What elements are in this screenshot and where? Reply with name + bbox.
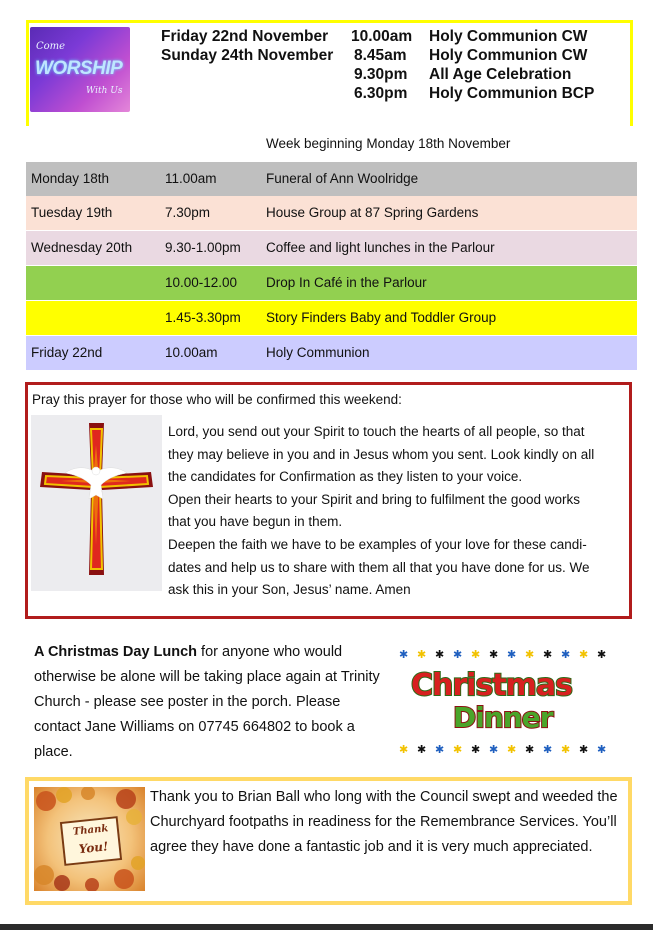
- prayer-line: ask this in your Son, Jesus’ name. Amen: [168, 582, 411, 598]
- svg-text:✱: ✱: [471, 743, 481, 756]
- prayer-line: dates and help us to share with them all that you have done for us. We: [168, 559, 590, 575]
- week-row-day: Friday 22nd: [31, 345, 103, 360]
- prayer-line: Deepen the faith we have to be examples of your love for these candi-: [168, 536, 587, 552]
- week-row-event: Holy Communion: [266, 345, 370, 360]
- prayer-line: they may believe in you and in Jesus whom you sent. Look kindly on all: [168, 446, 595, 462]
- christmas-dinner-image: [397, 641, 622, 759]
- week-row-time: 10.00am: [165, 345, 218, 360]
- week-row: [26, 196, 637, 230]
- prayer-text: [168, 421, 618, 602]
- week-row-day: Monday 18th: [31, 171, 110, 186]
- worship-logo-line3: With Us: [86, 86, 123, 96]
- svg-text:✱: ✱: [417, 743, 427, 756]
- svg-text:✱: ✱: [543, 648, 553, 661]
- svg-text:✱: ✱: [597, 648, 607, 661]
- christmas-word: Christmas: [411, 668, 573, 703]
- service-time: 9.30pm: [354, 66, 408, 83]
- thank-you-card: [60, 816, 122, 866]
- svg-text:✱: ✱: [399, 648, 409, 661]
- svg-text:✱: ✱: [453, 648, 463, 661]
- service-time: 6.30pm: [354, 85, 408, 102]
- svg-text:✱: ✱: [417, 648, 427, 661]
- week-row-event: Story Finders Baby and Toddler Group: [266, 310, 497, 325]
- week-row-time: 11.00am: [165, 171, 217, 186]
- service-day: Sunday 24th November: [161, 47, 334, 64]
- service-time: 10.00am: [351, 28, 413, 45]
- week-row-day: Wednesday 20th: [31, 240, 133, 255]
- dove-cross-icon: [31, 415, 162, 591]
- svg-text:✱: ✱: [507, 743, 517, 756]
- week-row-event: Funeral of Ann Woolridge: [266, 171, 419, 186]
- week-row-time: 10.00-12.00: [165, 275, 238, 290]
- service-name: Holy Communion CW: [429, 28, 588, 45]
- prayer-intro: Pray this prayer for those who will be confirmed this weekend:: [32, 392, 402, 407]
- svg-text:✱: ✱: [435, 648, 445, 661]
- thank-you-autumn-image: [34, 787, 145, 891]
- service-name: Holy Communion BCP: [429, 85, 595, 102]
- week-row-event: Drop In Café in the Parlour: [266, 275, 427, 290]
- week-row-event: House Group at 87 Spring Gardens: [266, 205, 479, 220]
- christmas-lunch-notice: [34, 640, 389, 765]
- svg-text:✱: ✱: [579, 648, 589, 661]
- svg-text:✱: ✱: [525, 648, 535, 661]
- service-name: Holy Communion CW: [429, 47, 588, 64]
- svg-text:✱: ✱: [597, 743, 607, 756]
- svg-text:✱: ✱: [525, 743, 535, 756]
- svg-text:✱: ✱: [561, 648, 571, 661]
- prayer-line: that you have begun in them.: [168, 514, 343, 530]
- come-worship-image: [30, 27, 130, 112]
- service-day: Friday 22nd November: [161, 28, 329, 45]
- svg-text:✱: ✱: [453, 743, 463, 756]
- week-row: [26, 336, 637, 370]
- svg-text:✱: ✱: [489, 648, 499, 661]
- service-time: 8.45am: [354, 47, 407, 64]
- week-row-time: 7.30pm: [165, 205, 211, 220]
- week-row-time: 9.30-1.00pm: [165, 240, 241, 255]
- week-beginning-heading: Week beginning Monday 18th November: [266, 136, 511, 151]
- worship-logo-line2: WORSHIP: [35, 58, 123, 79]
- week-row: [26, 162, 637, 196]
- svg-text:✱: ✱: [579, 743, 589, 756]
- thanks-text: Thank you to Brian Ball who long with the Council swept and weeded the Churchyard footpaths in readiness for the Remembrance Services. You’ll agree they have done a fantastic job and it is very much appreciated.: [150, 789, 618, 855]
- week-row-time: 1.45-3.30pm: [165, 310, 241, 325]
- prayer-line: the candidates for Confirmation as they listen to your voice.: [168, 469, 523, 485]
- thank-you-card-line1: Thank: [72, 823, 109, 838]
- christmas-lunch-details: for anyone who would otherwise be alone will be taking place again at Trinity Church - please see poster in the porch. Please contact Jane Williams on 07745 664802 to book a place.: [34, 644, 380, 760]
- svg-text:✱: ✱: [489, 743, 499, 756]
- svg-text:✱: ✱: [435, 743, 445, 756]
- service-name: All Age Celebration: [429, 66, 572, 83]
- thank-you-card-line2: You!: [78, 839, 109, 857]
- svg-text:✱: ✱: [561, 743, 571, 756]
- week-row-event: Coffee and light lunches in the Parlour: [266, 240, 495, 255]
- svg-text:✱: ✱: [471, 648, 481, 661]
- prayer-line: Open their hearts to your Spirit and bring to fulfilment the good works: [168, 491, 580, 507]
- week-row-day: Tuesday 19th: [31, 205, 113, 220]
- week-row: [26, 301, 637, 335]
- worship-logo-line1: Come: [36, 41, 66, 52]
- week-row: [26, 266, 637, 300]
- dinner-word: Dinner: [453, 701, 553, 734]
- prayer-line: Lord, you send out your Spirit to touch the hearts of all people, so that: [168, 424, 585, 439]
- christmas-lunch-heading: A Christmas Day Lunch: [34, 644, 198, 660]
- week-row: [26, 231, 637, 265]
- svg-text:✱: ✱: [399, 743, 409, 756]
- svg-text:✱: ✱: [507, 648, 517, 661]
- svg-text:✱: ✱: [543, 743, 553, 756]
- bottom-edge: [0, 924, 653, 930]
